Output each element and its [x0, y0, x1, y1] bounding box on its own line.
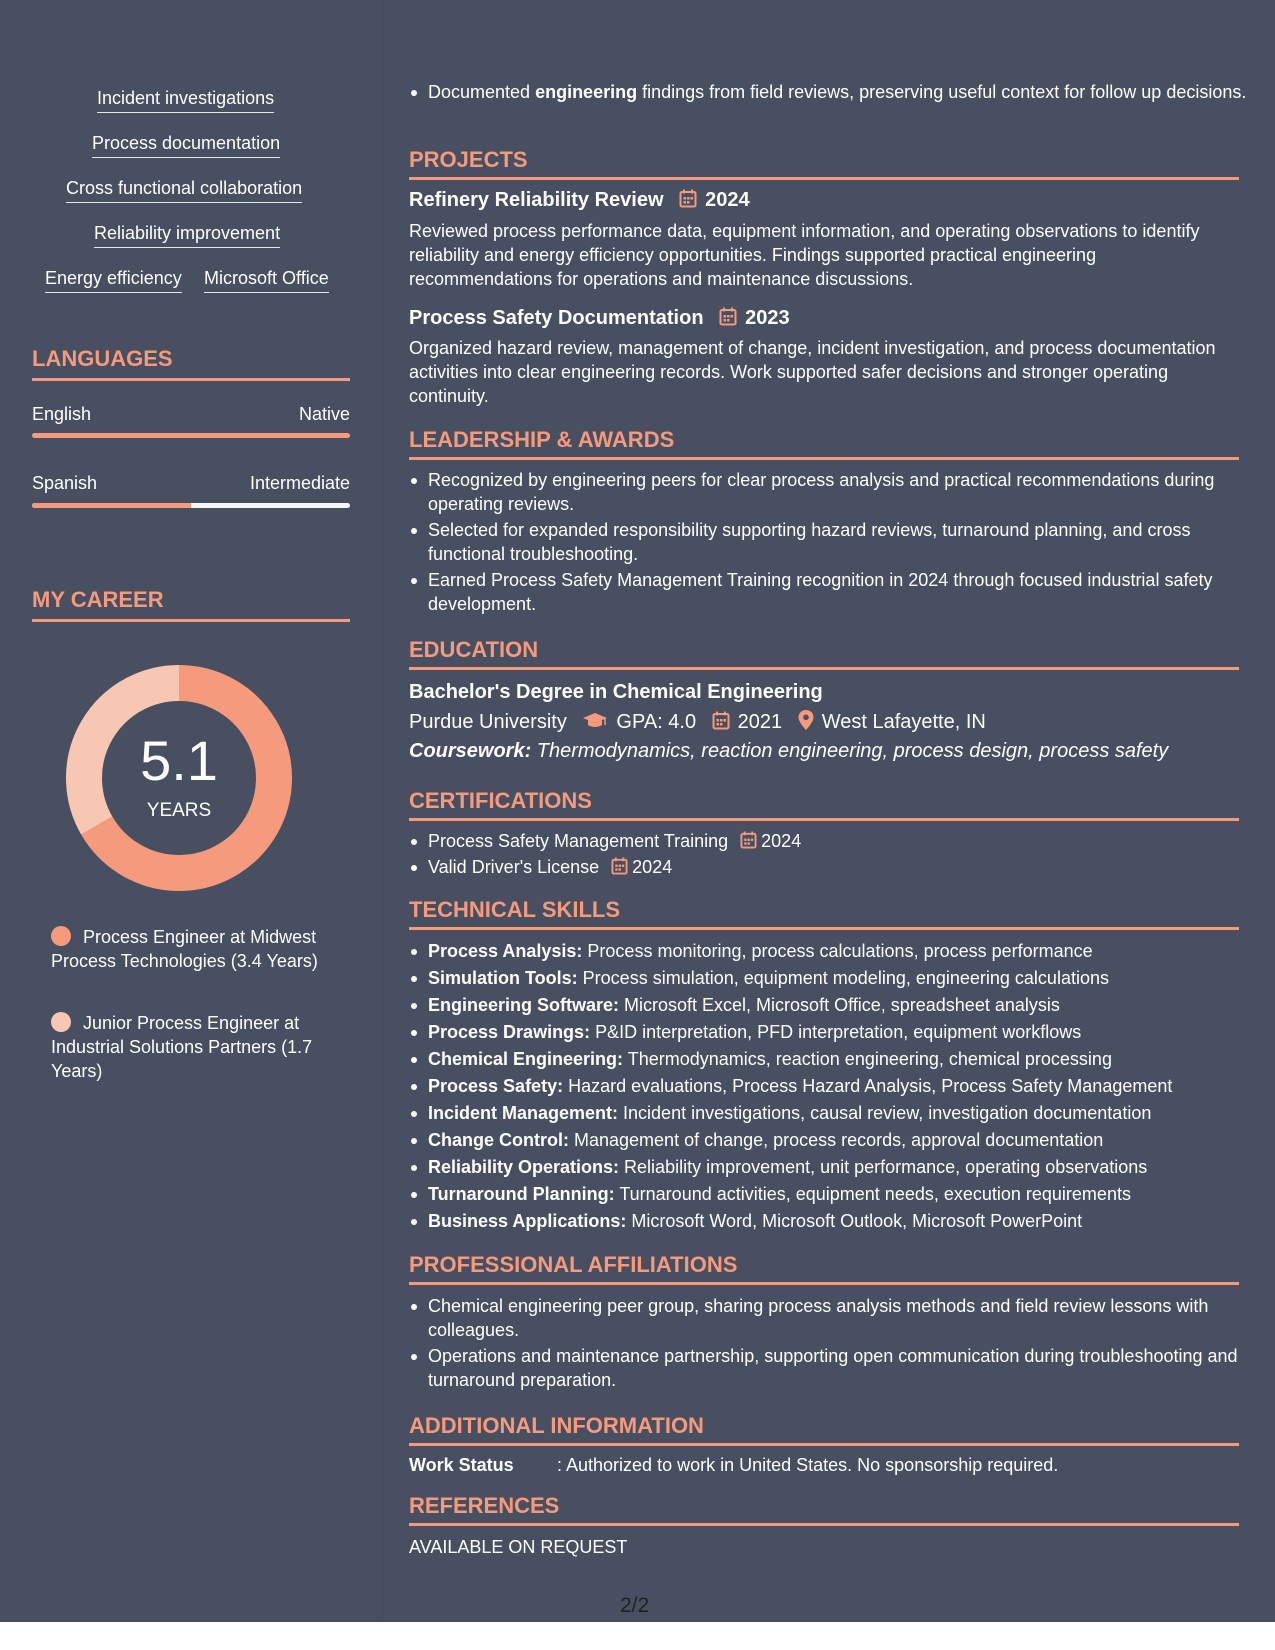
experience-bullets: [409, 80, 1258, 106]
list-item: [428, 829, 1258, 853]
project-year: 2023: [745, 307, 790, 329]
skill-tag: Energy efficiency: [45, 268, 182, 293]
language-name: Spanish: [32, 473, 98, 493]
skill-text: Microsoft Excel, Microsoft Office, spreadsheet analysis: [619, 995, 1060, 1015]
language-level: Intermediate: [249, 473, 350, 493]
language-bar-fill: [32, 433, 350, 438]
education-heading: EDUCATION: [409, 637, 1239, 670]
graduation-cap-icon: [582, 712, 608, 730]
skill-text: Reliability improvement, unit performance, operating observations: [619, 1157, 1148, 1177]
coursework-label: Coursework:: [409, 740, 532, 762]
certification-year: 2024: [632, 857, 673, 877]
technical-skills-list: [409, 939, 1258, 1236]
skill-label: Business Applications:: [428, 1211, 627, 1231]
leadership-list: [409, 468, 1258, 618]
project-year: 2024: [705, 189, 750, 211]
work-status-value: : Authorized to work in United States. No sponsorship required.: [557, 1455, 1059, 1475]
skill-label: Reliability Operations:: [428, 1157, 620, 1177]
career-total-years: 5.1: [140, 729, 218, 792]
list-item: Earned Process Safety Management Training recognition in 2024 through focused industrial safety development.: [428, 568, 1258, 616]
technical-skills-heading: TECHNICAL SKILLS: [409, 897, 1239, 930]
list-item: Operations and maintenance partnership, supporting open communication during troubleshooting and turnaround preparation.: [428, 1344, 1258, 1392]
skill-tag: Microsoft Office: [204, 268, 329, 293]
list-item: [428, 1128, 1258, 1152]
list-item: Recognized by engineering peers for clear process analysis and practical recommendations during operating reviews.: [428, 468, 1258, 516]
list-item: [428, 1101, 1258, 1125]
projects-heading: PROJECTS: [409, 147, 1239, 180]
project-title: Process Safety Documentation: [409, 307, 704, 329]
legend-dot-icon: [51, 926, 71, 946]
language-bar-fill: [32, 503, 191, 508]
career-years-label: YEARS: [146, 800, 212, 821]
calendar-icon: [740, 831, 757, 849]
skill-tag: Incident investigations: [97, 88, 274, 113]
skill-label: Engineering Software:: [428, 995, 620, 1015]
school-name: Purdue University: [409, 711, 567, 733]
career-legend-label: Junior Process Engineer at Industrial Solutions Partners (1.7 Years): [51, 1013, 313, 1081]
skill-label: Chemical Engineering:: [428, 1049, 624, 1069]
list-item: [428, 1047, 1258, 1071]
language-bar: [32, 433, 350, 438]
project-title-row: [409, 189, 750, 212]
sidebar: [0, 0, 383, 1622]
project-description: Reviewed process performance data, equipment information, and operating observations to identify reliability and energy efficiency opportunities. Findings supported practical engineering recommendations for operations and maintenance discussions.: [409, 221, 1200, 289]
project-title-row: [409, 307, 790, 330]
calendar-icon: [719, 307, 737, 326]
list-item: Selected for expanded responsibility supporting hazard reviews, turnaround planning, and cross functional troubleshooting.: [428, 518, 1258, 566]
affiliations-heading: PROFESSIONAL AFFILIATIONS: [409, 1252, 1239, 1285]
skill-text: Incident investigations, causal review, investigation documentation: [618, 1103, 1152, 1123]
skill-text: Hazard evaluations, Process Hazard Analysis, Process Safety Management: [563, 1076, 1173, 1096]
references-text: AVAILABLE ON REQUEST: [409, 1537, 628, 1557]
list-item: [428, 939, 1258, 963]
list-item: [428, 855, 1258, 879]
skill-text: P&ID interpretation, PFD interpretation, equipment workflows: [590, 1022, 1082, 1042]
work-status-row: [409, 1455, 1058, 1476]
education-details: [409, 710, 986, 734]
list-item: [428, 1209, 1258, 1233]
list-item: [428, 1020, 1258, 1044]
certification-name: Process Safety Management Training: [428, 831, 729, 851]
degree-title: Bachelor's Degree in Chemical Engineering: [409, 681, 823, 703]
skill-label: Process Drawings:: [428, 1022, 591, 1042]
bullet-bold: engineering: [535, 82, 638, 102]
list-item: Chemical engineering peer group, sharing process analysis methods and field review lessons with colleagues.: [428, 1294, 1258, 1342]
certifications-heading: CERTIFICATIONS: [409, 788, 1239, 821]
list-item: [428, 1074, 1258, 1098]
skill-text: Microsoft Word, Microsoft Outlook, Microsoft PowerPoint: [626, 1211, 1083, 1231]
coursework-text: Thermodynamics, reaction engineering, process design, process safety: [531, 740, 1169, 762]
skill-text: Process simulation, equipment modeling, engineering calculations: [577, 968, 1109, 988]
certification-year: 2024: [761, 831, 802, 851]
skill-text: Management of change, process records, approval documentation: [569, 1130, 1104, 1150]
location-pin-icon: [798, 710, 814, 730]
career-legend-label: Process Engineer at Midwest Process Technologies (3.4 Years): [51, 927, 318, 971]
skill-label: Process Analysis:: [428, 941, 583, 961]
list-item: [428, 993, 1258, 1017]
language-bar: [32, 503, 350, 508]
leadership-heading: LEADERSHIP & AWARDS: [409, 427, 1239, 460]
page-number: 2/2: [620, 1594, 650, 1617]
work-status-label: Work Status: [409, 1455, 514, 1475]
coursework: [409, 740, 1168, 763]
list-item: [428, 1155, 1258, 1179]
bullet-text: findings from field reviews, preserving useful context for follow up decisions.: [637, 82, 1247, 102]
additional-info-heading: ADDITIONAL INFORMATION: [409, 1413, 1239, 1446]
certification-name: Valid Driver's License: [428, 857, 600, 877]
calendar-icon: [611, 857, 628, 875]
certifications-list: [409, 829, 1258, 881]
legend-dot-icon: [51, 1012, 71, 1032]
skill-text: Turnaround activities, equipment needs, execution requirements: [614, 1184, 1131, 1204]
school-location: West Lafayette, IN: [821, 711, 986, 733]
graduation-year: 2021: [737, 711, 783, 733]
career-heading: MY CAREER: [32, 587, 350, 622]
skill-tag: Process documentation: [92, 133, 280, 158]
list-item: [428, 966, 1258, 990]
language-level: Native: [298, 404, 350, 424]
references-heading: REFERENCES: [409, 1493, 1239, 1526]
career-donut-chart: [66, 665, 292, 891]
calendar-icon: [712, 711, 730, 730]
skill-label: Turnaround Planning:: [428, 1184, 615, 1204]
skill-tag: Reliability improvement: [94, 223, 280, 248]
project-description: Organized hazard review, management of change, incident investigation, and process documentation activities into clear engineering records. Work supported safer decisions and stronger operating continuity.: [409, 338, 1216, 406]
bullet-text: Documented: [428, 82, 536, 102]
language-name: English: [32, 404, 92, 424]
career-legend-item: [51, 925, 341, 973]
list-item: [428, 80, 1258, 104]
sidebar-divider: [383, 0, 384, 1622]
calendar-icon: [679, 189, 697, 208]
skill-label: Change Control:: [428, 1130, 569, 1150]
skill-label: Process Safety:: [428, 1076, 564, 1096]
gpa: GPA: 4.0: [616, 711, 697, 733]
career-legend-item: [51, 1011, 341, 1083]
skill-text: Process monitoring, process calculations, process performance: [582, 941, 1093, 961]
skill-tag: Cross functional collaboration: [66, 178, 302, 203]
list-item: [428, 1182, 1258, 1206]
skill-label: Incident Management:: [428, 1103, 619, 1123]
project-title: Refinery Reliability Review: [409, 189, 664, 211]
affiliations-list: [409, 1294, 1258, 1394]
skill-text: Thermodynamics, reaction engineering, chemical processing: [623, 1049, 1112, 1069]
languages-heading: LANGUAGES: [32, 346, 350, 381]
skill-label: Simulation Tools:: [428, 968, 578, 988]
